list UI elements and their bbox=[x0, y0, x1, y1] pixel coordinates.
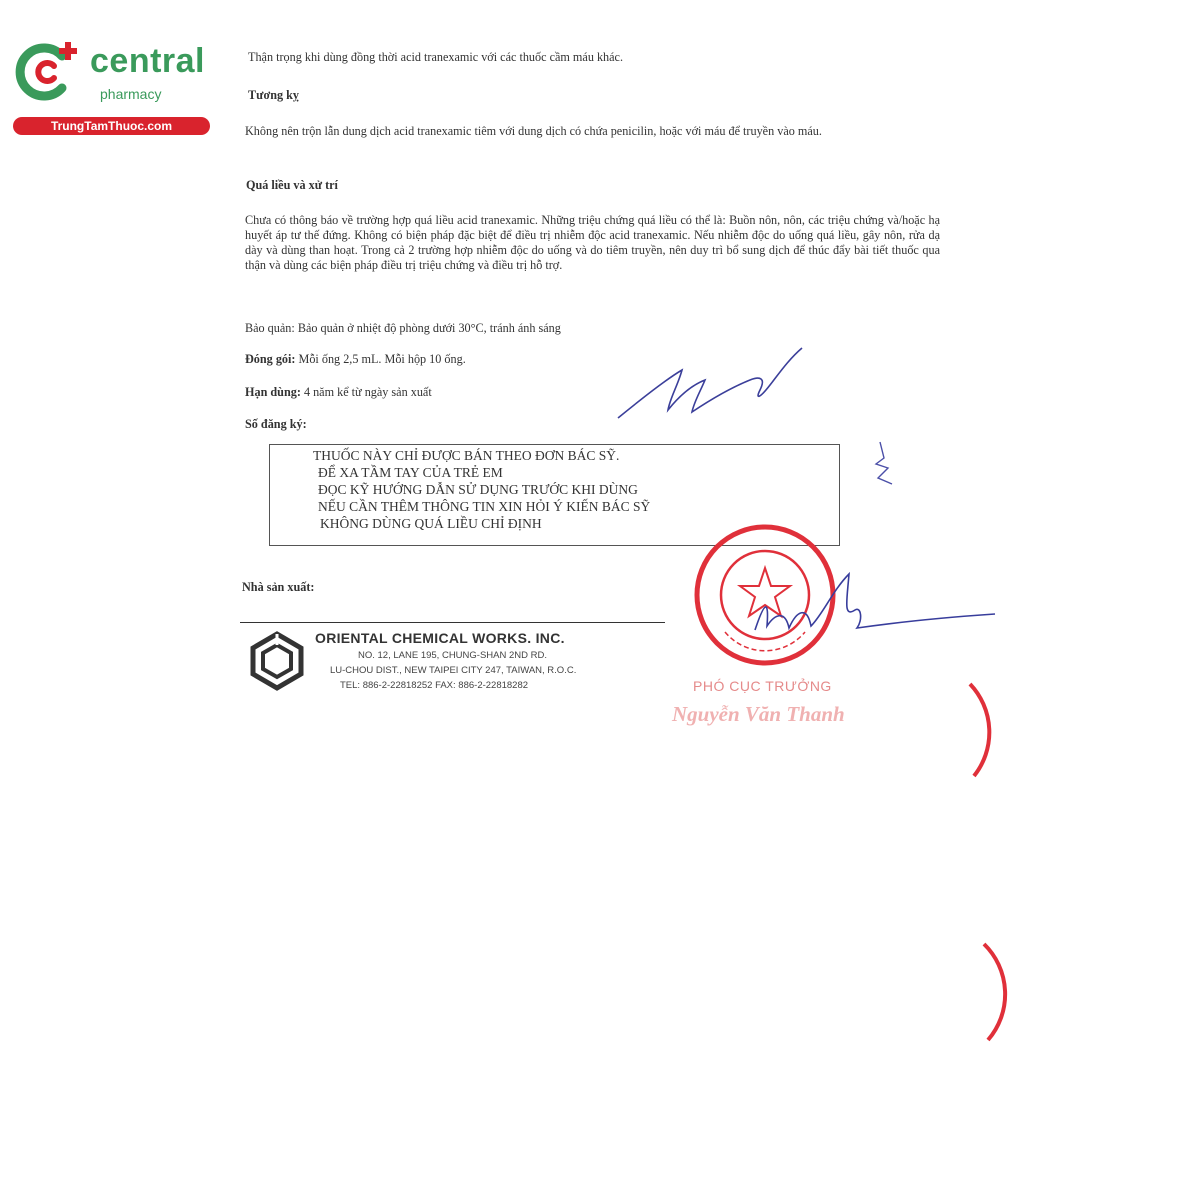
warning-line: NẾU CẦN THÊM THÔNG TIN XIN HỎI Ý KIẾN BÁC SỸ bbox=[318, 499, 651, 514]
warning-line: THUỐC NÀY CHỈ ĐƯỢC BÁN THEO ĐƠN BÁC SỸ. bbox=[313, 448, 620, 463]
partial-stamp-icon bbox=[980, 940, 1010, 1045]
initials-mark bbox=[872, 438, 900, 490]
packing-label: Đóng gói: bbox=[245, 352, 296, 366]
manufacturer-logo-icon bbox=[248, 632, 306, 690]
brand-name: central bbox=[90, 42, 205, 80]
storage-row bbox=[245, 321, 561, 336]
expiry-text: 4 năm kể từ ngày sản xuất bbox=[303, 385, 432, 399]
expiry-row bbox=[245, 385, 432, 400]
divider bbox=[240, 622, 665, 623]
overdose-heading: Quá liều và xử trí bbox=[246, 178, 338, 192]
approver-name: Nguyễn Văn Thanh bbox=[672, 702, 845, 726]
storage-label: Bảo quản: bbox=[245, 321, 295, 335]
warning-line: ĐỂ XA TẦM TAY CỦA TRẺ EM bbox=[318, 465, 503, 480]
warning-line: KHÔNG DÙNG QUÁ LIỀU CHỈ ĐỊNH bbox=[320, 516, 542, 531]
storage-text: Bảo quản ở nhiệt độ phòng dưới 30°C, tránh ánh sáng bbox=[297, 321, 561, 335]
overdose-text: Chưa có thông báo về trường hợp quá liều acid tranexamic. Những triệu chứng quá liều có thể là: Buồn nôn, nôn, các triệu chứng và/hoặc hạ huyết áp tư thế đứng. Không có biện pháp đặc biệt để điều trị nhiễm độc acid tranexamic. Nếu nhiễm độc do uống quá liều, gây nôn, rửa dạ dày và dùng than hoạt. Trong cả 2 trường hợp nhiễm độc do uống và do tiêm truyền, nên duy trì bổ sung dịch để thúc đẩy bài tiết thuốc qua thận và dùng các biện pháp điều trị triệu chứng và điều trị hỗ trợ. bbox=[245, 213, 940, 272]
approver-signature bbox=[745, 570, 1005, 660]
manufacturer-address-1: NO. 12, LANE 195, CHUNG-SHAN 2ND RD. bbox=[358, 650, 547, 661]
expiry-label: Hạn dùng: bbox=[245, 385, 301, 399]
incompat-heading: Tương kỵ bbox=[248, 88, 299, 102]
manufacturer-contact: TEL: 886-2-22818252 FAX: 886-2-22818282 bbox=[340, 680, 529, 691]
manufacturer-name: ORIENTAL CHEMICAL WORKS. INC. bbox=[315, 630, 565, 646]
caution-text: Thận trọng khi dùng đồng thời acid tranexamic với các thuốc cầm máu khác. bbox=[248, 50, 624, 64]
regno-label: Số đăng ký: bbox=[245, 417, 307, 431]
brand-tagline: pharmacy bbox=[100, 86, 162, 102]
partial-stamp-icon bbox=[960, 680, 990, 780]
packing-row bbox=[245, 352, 466, 367]
brand-url[interactable]: TrungTamThuoc.com bbox=[13, 117, 210, 135]
approver-role: PHÓ CỤC TRƯỞNG bbox=[693, 678, 832, 694]
brand-logo bbox=[10, 36, 215, 140]
incompat-text: Không nên trộn lẫn dung dịch acid tranexamic tiêm với dung dịch có chứa penicilin, hoặc với máu để truyền vào máu. bbox=[245, 124, 822, 138]
signature-mark bbox=[610, 340, 810, 430]
central-pharmacy-logo-icon bbox=[10, 36, 82, 108]
manufacturer-label: Nhà sản xuất: bbox=[242, 580, 315, 594]
warning-line: ĐỌC KỸ HƯỚNG DẪN SỬ DỤNG TRƯỚC KHI DÙNG bbox=[318, 482, 638, 497]
manufacturer-address-2: LU-CHOU DIST., NEW TAIPEI CITY 247, TAIWAN, R.O.C. bbox=[330, 665, 577, 676]
packing-text: Mỗi ống 2,5 mL. Mỗi hộp 10 ống. bbox=[298, 352, 466, 366]
